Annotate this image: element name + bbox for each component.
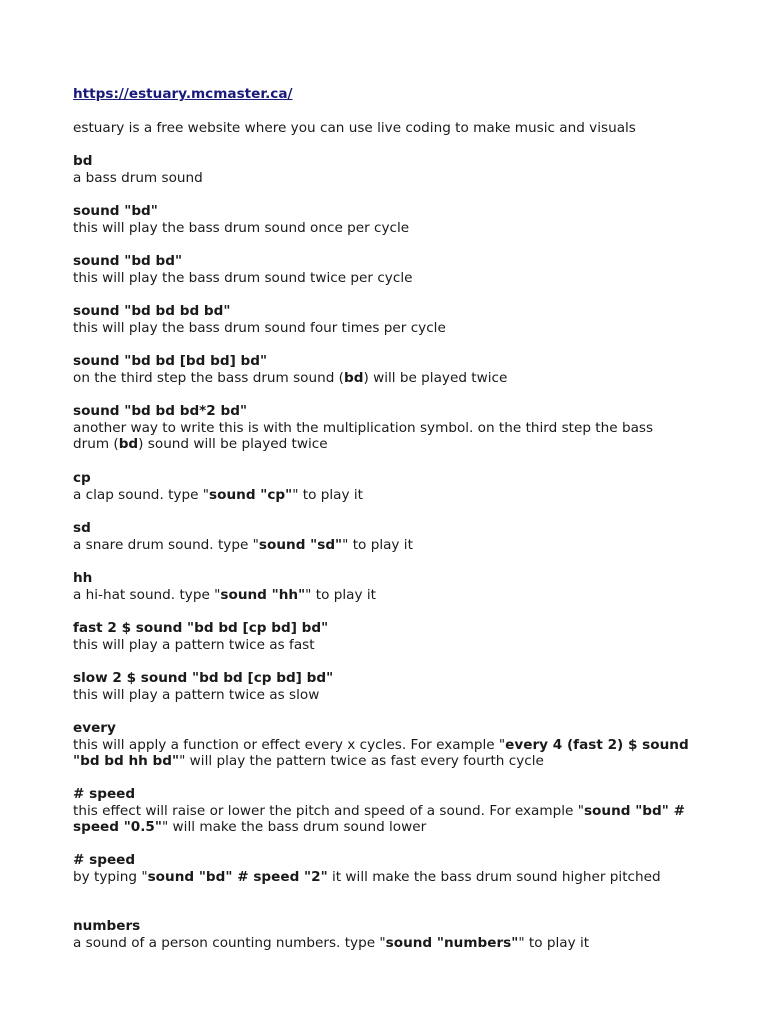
description-text: " to play it <box>292 486 363 503</box>
entry-description <box>73 270 693 287</box>
glossary-entry <box>73 570 693 603</box>
glossary-entry <box>73 852 693 885</box>
glossary-entry <box>73 786 693 836</box>
entry-term: every <box>73 720 116 736</box>
entry-term: # speed <box>73 786 136 802</box>
glossary-entry <box>73 918 693 951</box>
code-example: every 4 (fast 2) $ sound "bd bd hh bd" <box>73 736 689 769</box>
entry-description <box>73 935 693 952</box>
entry-term: sound "bd bd [bd bd] bd" <box>73 353 268 369</box>
code-example: sound "hh" <box>220 586 306 603</box>
description-text: " to play it <box>305 586 376 603</box>
entry-description <box>73 737 693 770</box>
description-text: this will apply a function or effect every x cycles. For example " <box>73 736 506 753</box>
description-text: " to play it <box>342 536 413 553</box>
description-text: a clap sound. type " <box>73 486 210 503</box>
entry-term: numbers <box>73 918 141 934</box>
entry-term: hh <box>73 570 93 586</box>
glossary-entry <box>73 520 693 553</box>
glossary-entry <box>73 720 693 770</box>
entry-description <box>73 587 693 604</box>
code-example: sound "numbers" <box>385 934 519 951</box>
description-text: it will make the bass drum sound higher pitched <box>327 868 661 885</box>
intro-text: estuary is a free website where you can use live coding to make music and visuals <box>73 120 636 136</box>
entry-term: sound "bd bd bd*2 bd" <box>73 403 248 419</box>
description-text: on the third step the bass drum sound ( <box>73 369 344 386</box>
entry-term: sd <box>73 520 91 536</box>
description-text: this effect will raise or lower the pitch and speed of a sound. For example " <box>73 802 584 819</box>
entry-description <box>73 869 693 886</box>
entry-description <box>73 637 693 654</box>
description-text: ) will be played twice <box>363 369 508 386</box>
glossary-entry <box>73 153 693 186</box>
description-text: this will play the bass drum sound four times per cycle <box>73 319 446 336</box>
entry-description <box>73 420 693 453</box>
description-text: this will play a pattern twice as slow <box>73 686 320 703</box>
entry-term: sound "bd bd" <box>73 253 183 269</box>
glossary-entry <box>73 203 693 236</box>
glossary-entry <box>73 253 693 286</box>
description-text: a bass drum sound <box>73 169 203 186</box>
glossary-entry <box>73 620 693 653</box>
code-example: sound "bd" # speed "2" <box>147 868 328 885</box>
entry-term: fast 2 $ sound "bd bd [cp bd] bd" <box>73 620 329 636</box>
description-text: this will play the bass drum sound twice per cycle <box>73 269 413 286</box>
glossary-entry <box>73 470 693 503</box>
description-text: " will play the pattern twice as fast every fourth cycle <box>179 753 544 769</box>
entry-description <box>73 687 693 704</box>
description-text: " to play it <box>518 934 590 951</box>
glossary-entry <box>73 403 693 453</box>
code-example: bd <box>344 369 364 386</box>
entry-description <box>73 487 693 504</box>
entry-description <box>73 370 693 387</box>
entry-term: cp <box>73 470 91 486</box>
entry-description <box>73 537 693 554</box>
glossary-entry <box>73 353 693 386</box>
code-example: sound "cp" <box>209 486 293 503</box>
entry-description <box>73 320 693 337</box>
entry-term: sound "bd bd bd bd" <box>73 303 231 319</box>
entry-description <box>73 220 693 237</box>
description-text: a sound of a person counting numbers. type " <box>73 934 386 951</box>
entry-term: slow 2 $ sound "bd bd [cp bd] bd" <box>73 670 334 686</box>
code-example: bd <box>118 436 139 452</box>
entry-term: bd <box>73 153 93 169</box>
description-text: a hi-hat sound. type " <box>73 586 221 603</box>
description-text: " will make the bass drum sound lower <box>161 819 427 835</box>
entry-description <box>73 803 693 836</box>
entry-term: sound "bd" <box>73 203 158 219</box>
description-text: this will play a pattern twice as fast <box>73 636 315 653</box>
description-text: another way to write this is with the multiplication symbol. on the third step the bass drum ( <box>73 419 654 452</box>
glossary-entry <box>73 303 693 336</box>
glossary-entry <box>73 670 693 703</box>
description-text: by typing " <box>73 868 148 885</box>
entry-description <box>73 170 693 187</box>
code-example: sound "bd" # speed "0.5" <box>73 802 685 835</box>
description-text: ) sound will be played twice <box>138 436 328 452</box>
entry-term: # speed <box>73 852 136 868</box>
estuary-link[interactable]: https://estuary.mcmaster.ca/ <box>73 86 293 102</box>
description-text: this will play the bass drum sound once per cycle <box>73 219 410 236</box>
code-example: sound "sd" <box>258 536 343 553</box>
description-text: a snare drum sound. type " <box>73 536 259 553</box>
